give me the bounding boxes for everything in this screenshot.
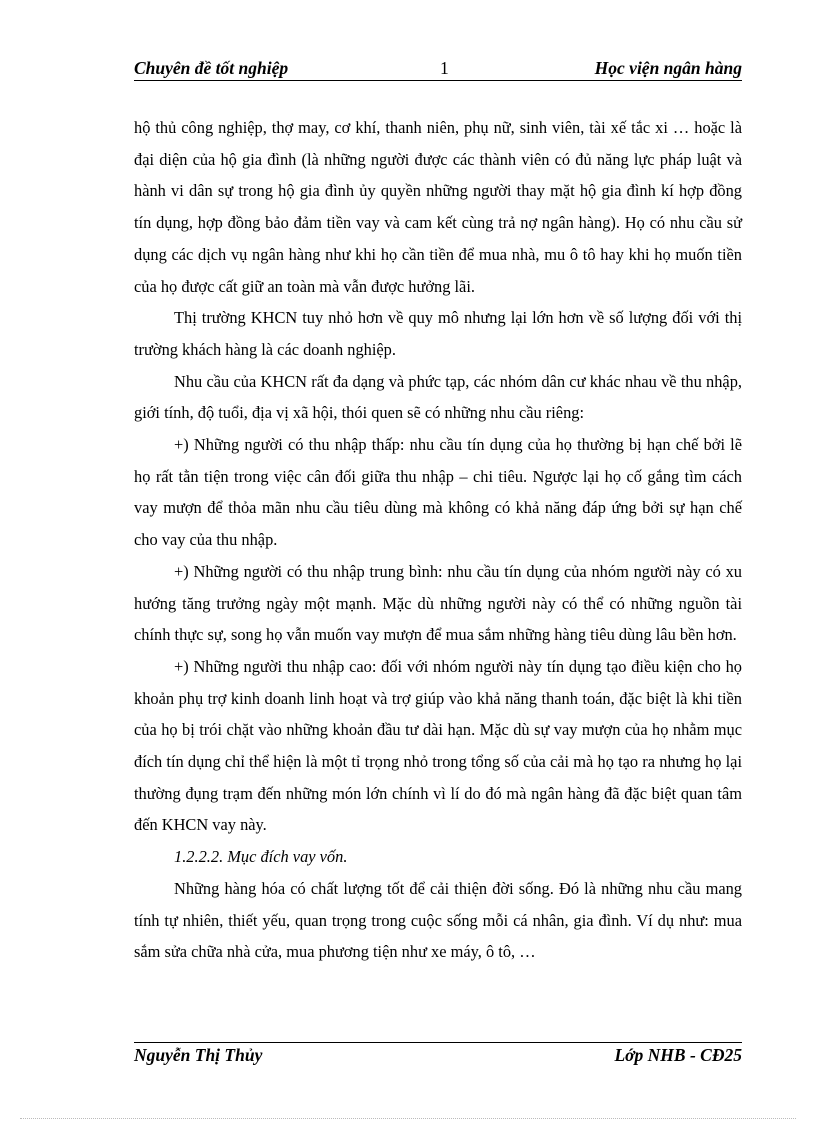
section-heading: 1.2.2.2. Mục đích vay vốn. (174, 847, 348, 867)
paragraph-2: Thị trường KHCN tuy nhỏ hơn về quy mô nhưng lại lớn hơn về số lượng đối với thị trường khách hàng là các doanh nghiệp. (134, 308, 742, 359)
page-number: 1 (440, 58, 449, 78)
header-rule (134, 80, 742, 81)
header-title: Chuyên đề tốt nghiệp (134, 58, 289, 78)
footer-class: Lớp NHB - CĐ25 (614, 1045, 742, 1065)
paragraph-3: Nhu cầu của KHCN rất đa dạng và phức tạp, các nhóm dân cư khác nhau về thu nhập, giới tính, độ tuổi, địa vị xã hội, thói quen sẽ có những nhu cầu riêng: (134, 371, 742, 423)
paragraph-6: +) Những người thu nhập cao: đối với nhóm người này tín dụng tạo điều kiện cho họ khoản phụ trợ kinh doanh linh hoạt và trợ giúp vào khả năng thanh toán, đặc biệt là khi tiền của họ bị trói chặt vào những khoản đầu tư dài hạn. Mặc dù sự vay mượn của họ nhằm mục đích tín dụng chỉ thể hiện là một tỉ trọng nhỏ trong tổng số của cải mà họ tạo ra nhưng họ lại thường đụng trạm đến những món lớn chính vì lí do đó mà ngân hàng đã đặc biệt quan tâm đến KHCN vay này. (134, 656, 742, 835)
page-bottom-divider (20, 1118, 796, 1119)
footer-rule (134, 1042, 742, 1043)
paragraph-5: +) Những người có thu nhập trung bình: nhu cầu tín dụng của nhóm người này có xu hướng tăng trưởng ngày một mạnh. Mặc dù những người này có thể có những nguồn tài chính thực sự, song họ vẫn muốn vay mượn để mua sắm những hàng tiêu dùng lâu bền hơn. (134, 561, 742, 645)
paragraph-4: +) Những người có thu nhập thấp: nhu cầu tín dụng của họ thường bị hạn chế bởi lẽ họ rất tằn tiện trong việc cân đối giữa thu nhập – chi tiêu. Ngược lại họ cố gắng tìm cách vay mượn để thỏa mãn nhu cầu tiêu dùng mà không có khả năng đáp ứng bởi sự hạn chế cho vay của thu nhập. (134, 435, 742, 550)
body-text (134, 112, 742, 968)
page-header (134, 58, 742, 82)
paragraph-1: hộ thủ công nghiệp, thợ may, cơ khí, thanh niên, phụ nữ, sinh viên, tài xế tắc xi … hoặc là đại diện của hộ gia đình (là những người được các thành viên có đủ năng lực pháp luật và hành vi dân sự trong hộ gia đình ủy quyền những người thay mặt hộ gia đình kí hợp đồng tín dụng, hợp đồng bảo đảm tiền vay và cam kết cùng trả nợ ngân hàng). Họ có nhu cầu sử dụng các dịch vụ ngân hàng như khi họ cần tiền để mua nhà, mu ô tô hay khi họ muốn tiền của họ được cất giữ an toàn mà vẫn được hưởng lãi. (134, 118, 742, 296)
page-footer (134, 1045, 742, 1069)
footer-author: Nguyễn Thị Thủy (134, 1045, 263, 1065)
paragraph-7: Những hàng hóa có chất lượng tốt để cải thiện đời sống. Đó là những nhu cầu mang tính tự nhiên, thiết yếu, quan trọng trong cuộc sống mỗi cá nhân, gia đình. Ví dụ như: mua sắm sửa chữa nhà cửa, mua phương tiện như xe máy, ô tô, … (134, 878, 742, 962)
header-institution: Học viện ngân hàng (594, 58, 742, 78)
